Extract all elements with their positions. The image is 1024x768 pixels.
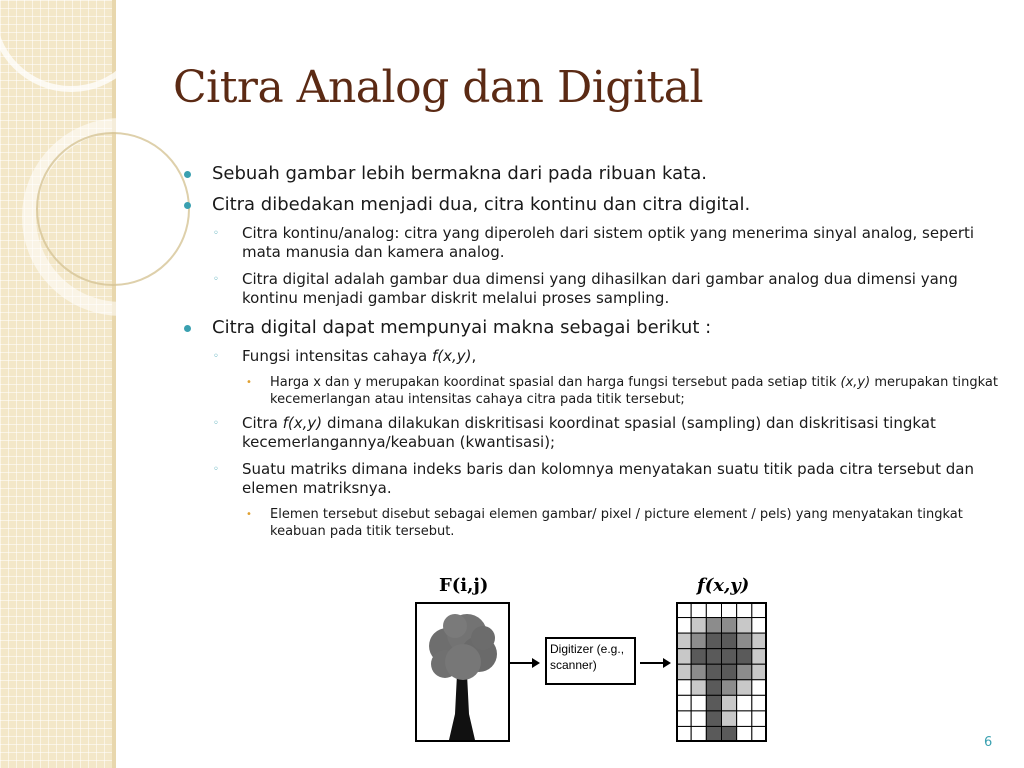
pixel-cell [752,618,767,634]
pixel-cell [676,649,691,665]
digitizer-box: Digitizer (e.g., scanner) [545,637,636,685]
pixel-cell [691,680,706,696]
pixel-cell [706,618,721,634]
pixel-cell [676,602,691,618]
analog-image-box [415,602,510,742]
pixel-cell [722,695,737,711]
pixel-cell [752,664,767,680]
sub-bullet-text: Fungsi intensitas cahaya [242,347,432,365]
sub-sub-bullet-text: merupakan tingkat kecemerlangan atau intensitas cahaya citra pada titik tersebut; [270,375,999,407]
pixel-cell [706,695,721,711]
pixel-cell [706,602,721,618]
sub-bullet-item [184,414,1004,452]
pixel-cell [691,649,706,665]
bullet-dot-icon [184,171,191,178]
circle-bullet-icon: ◦ [213,464,219,475]
sub-sub-bullet-math: (x,y) [840,375,871,390]
pixel-cell [676,711,691,727]
bullet-dot-icon [184,202,191,209]
pixel-cell [722,618,737,634]
bullet-item [184,316,1004,340]
bullet-text: Citra dibedakan menjadi dua, citra kontinu dan citra digital. [212,194,751,215]
sub-bullet-item [184,347,1004,366]
pixel-grid [676,602,767,742]
pixel-cell [722,680,737,696]
circle-bullet-icon: ◦ [213,418,219,429]
pixel-cell [737,602,752,618]
pixel-cell [752,602,767,618]
digitization-diagram [412,575,772,750]
pixel-cell [706,711,721,727]
sub-sub-bullet-text: Harga x dan y merupakan koordinat spasial dan harga fungsi tersebut pada setiap titik [270,375,841,390]
decorative-ring [36,132,190,286]
pixel-cell [691,664,706,680]
pixel-cell [691,695,706,711]
pixel-cell [737,618,752,634]
circle-bullet-icon: ◦ [213,351,219,362]
analog-image-label: F(i,j) [439,575,489,596]
sub-bullet-text: dimana dilakukan diskritisasi koordinat spasial (sampling) dan diskritisasi tingkat kecemerlangannya/keabuan (kwantisasi); [242,414,936,451]
pixel-cell [676,680,691,696]
bullet-item [184,193,1004,217]
pixel-cell [737,633,752,649]
circle-bullet-icon: ◦ [213,228,219,239]
pixel-cell [691,602,706,618]
pixel-cell [752,680,767,696]
sub-bullet-math: f(x,y) [432,347,472,365]
pixel-cell [752,633,767,649]
pixel-cell [737,649,752,665]
pixel-cell [691,633,706,649]
pixel-cell [691,618,706,634]
pixel-cell [676,633,691,649]
sub-bullet-item [184,270,1004,308]
digital-image-label: f(x,y) [697,575,750,596]
pixel-cell [676,695,691,711]
pixel-cell [722,633,737,649]
pixel-cell [706,726,721,742]
pixel-cell [737,711,752,727]
tree-image [417,604,508,740]
sub-bullet-text: Citra [242,414,283,432]
sub-bullet-text: Citra digital adalah gambar dua dimensi yang dihasilkan dari gambar analog dua dimensi yang kontinu menjadi gambar diskrit melalui proses sampling. [242,270,958,307]
pixel-cell [752,695,767,711]
sub-bullet-item [184,224,1004,262]
pixel-cell [737,680,752,696]
pixel-cell [706,664,721,680]
pixel-cell [676,618,691,634]
pixel-cell [706,680,721,696]
pixel-cell [722,649,737,665]
sub-sub-bullet-item [184,374,1004,408]
slide-content [184,162,1004,546]
pixel-cell [722,602,737,618]
page-number: 6 [984,735,993,750]
pixel-cell [752,711,767,727]
sub-bullet-text: , [471,347,477,365]
pixel-cell [722,711,737,727]
pixel-cell [722,664,737,680]
pixel-cell [676,726,691,742]
sub-bullet-item [184,460,1004,498]
pixel-cell [752,649,767,665]
bullet-text: Citra digital dapat mempunyai makna sebagai berikut : [212,317,712,338]
sub-sub-bullet-text: Elemen tersebut disebut sebagai elemen gambar/ pixel / picture element / pels) yang menyatakan tingkat keabuan pada titik tersebut. [270,507,963,539]
sub-bullet-math: f(x,y) [282,414,323,432]
circle-bullet-icon: ◦ [213,274,219,285]
sidebar-divider [112,0,116,768]
bullet-item [184,162,1004,186]
arrow-right-icon [640,662,669,664]
pixel-cell [706,649,721,665]
pixel-cell [706,633,721,649]
pixel-cell [737,726,752,742]
pixel-cell [691,726,706,742]
decorative-sidebar [0,0,112,768]
small-bullet-icon: • [246,377,252,388]
sub-sub-bullet-item [184,506,1004,540]
bullet-dot-icon [184,325,191,332]
sub-bullet-text: Suatu matriks dimana indeks baris dan kolomnya menyatakan suatu titik pada citra tersebut dan elemen matriksnya. [242,460,975,497]
sub-bullet-text: Citra kontinu/analog: citra yang diperoleh dari sistem optik yang menerima sinyal analog, seperti mata manusia dan kamera analog. [242,224,975,261]
pixel-cell [691,711,706,727]
pixel-cell [722,726,737,742]
bullet-text: Sebuah gambar lebih bermakna dari pada ribuan kata. [212,163,707,184]
arrow-right-icon [510,662,538,664]
pixel-cell [737,664,752,680]
pixel-cell [752,726,767,742]
pixel-cell [737,695,752,711]
slide-title: Citra Analog dan Digital [173,62,704,113]
pixel-cell [676,664,691,680]
small-bullet-icon: • [246,509,252,520]
